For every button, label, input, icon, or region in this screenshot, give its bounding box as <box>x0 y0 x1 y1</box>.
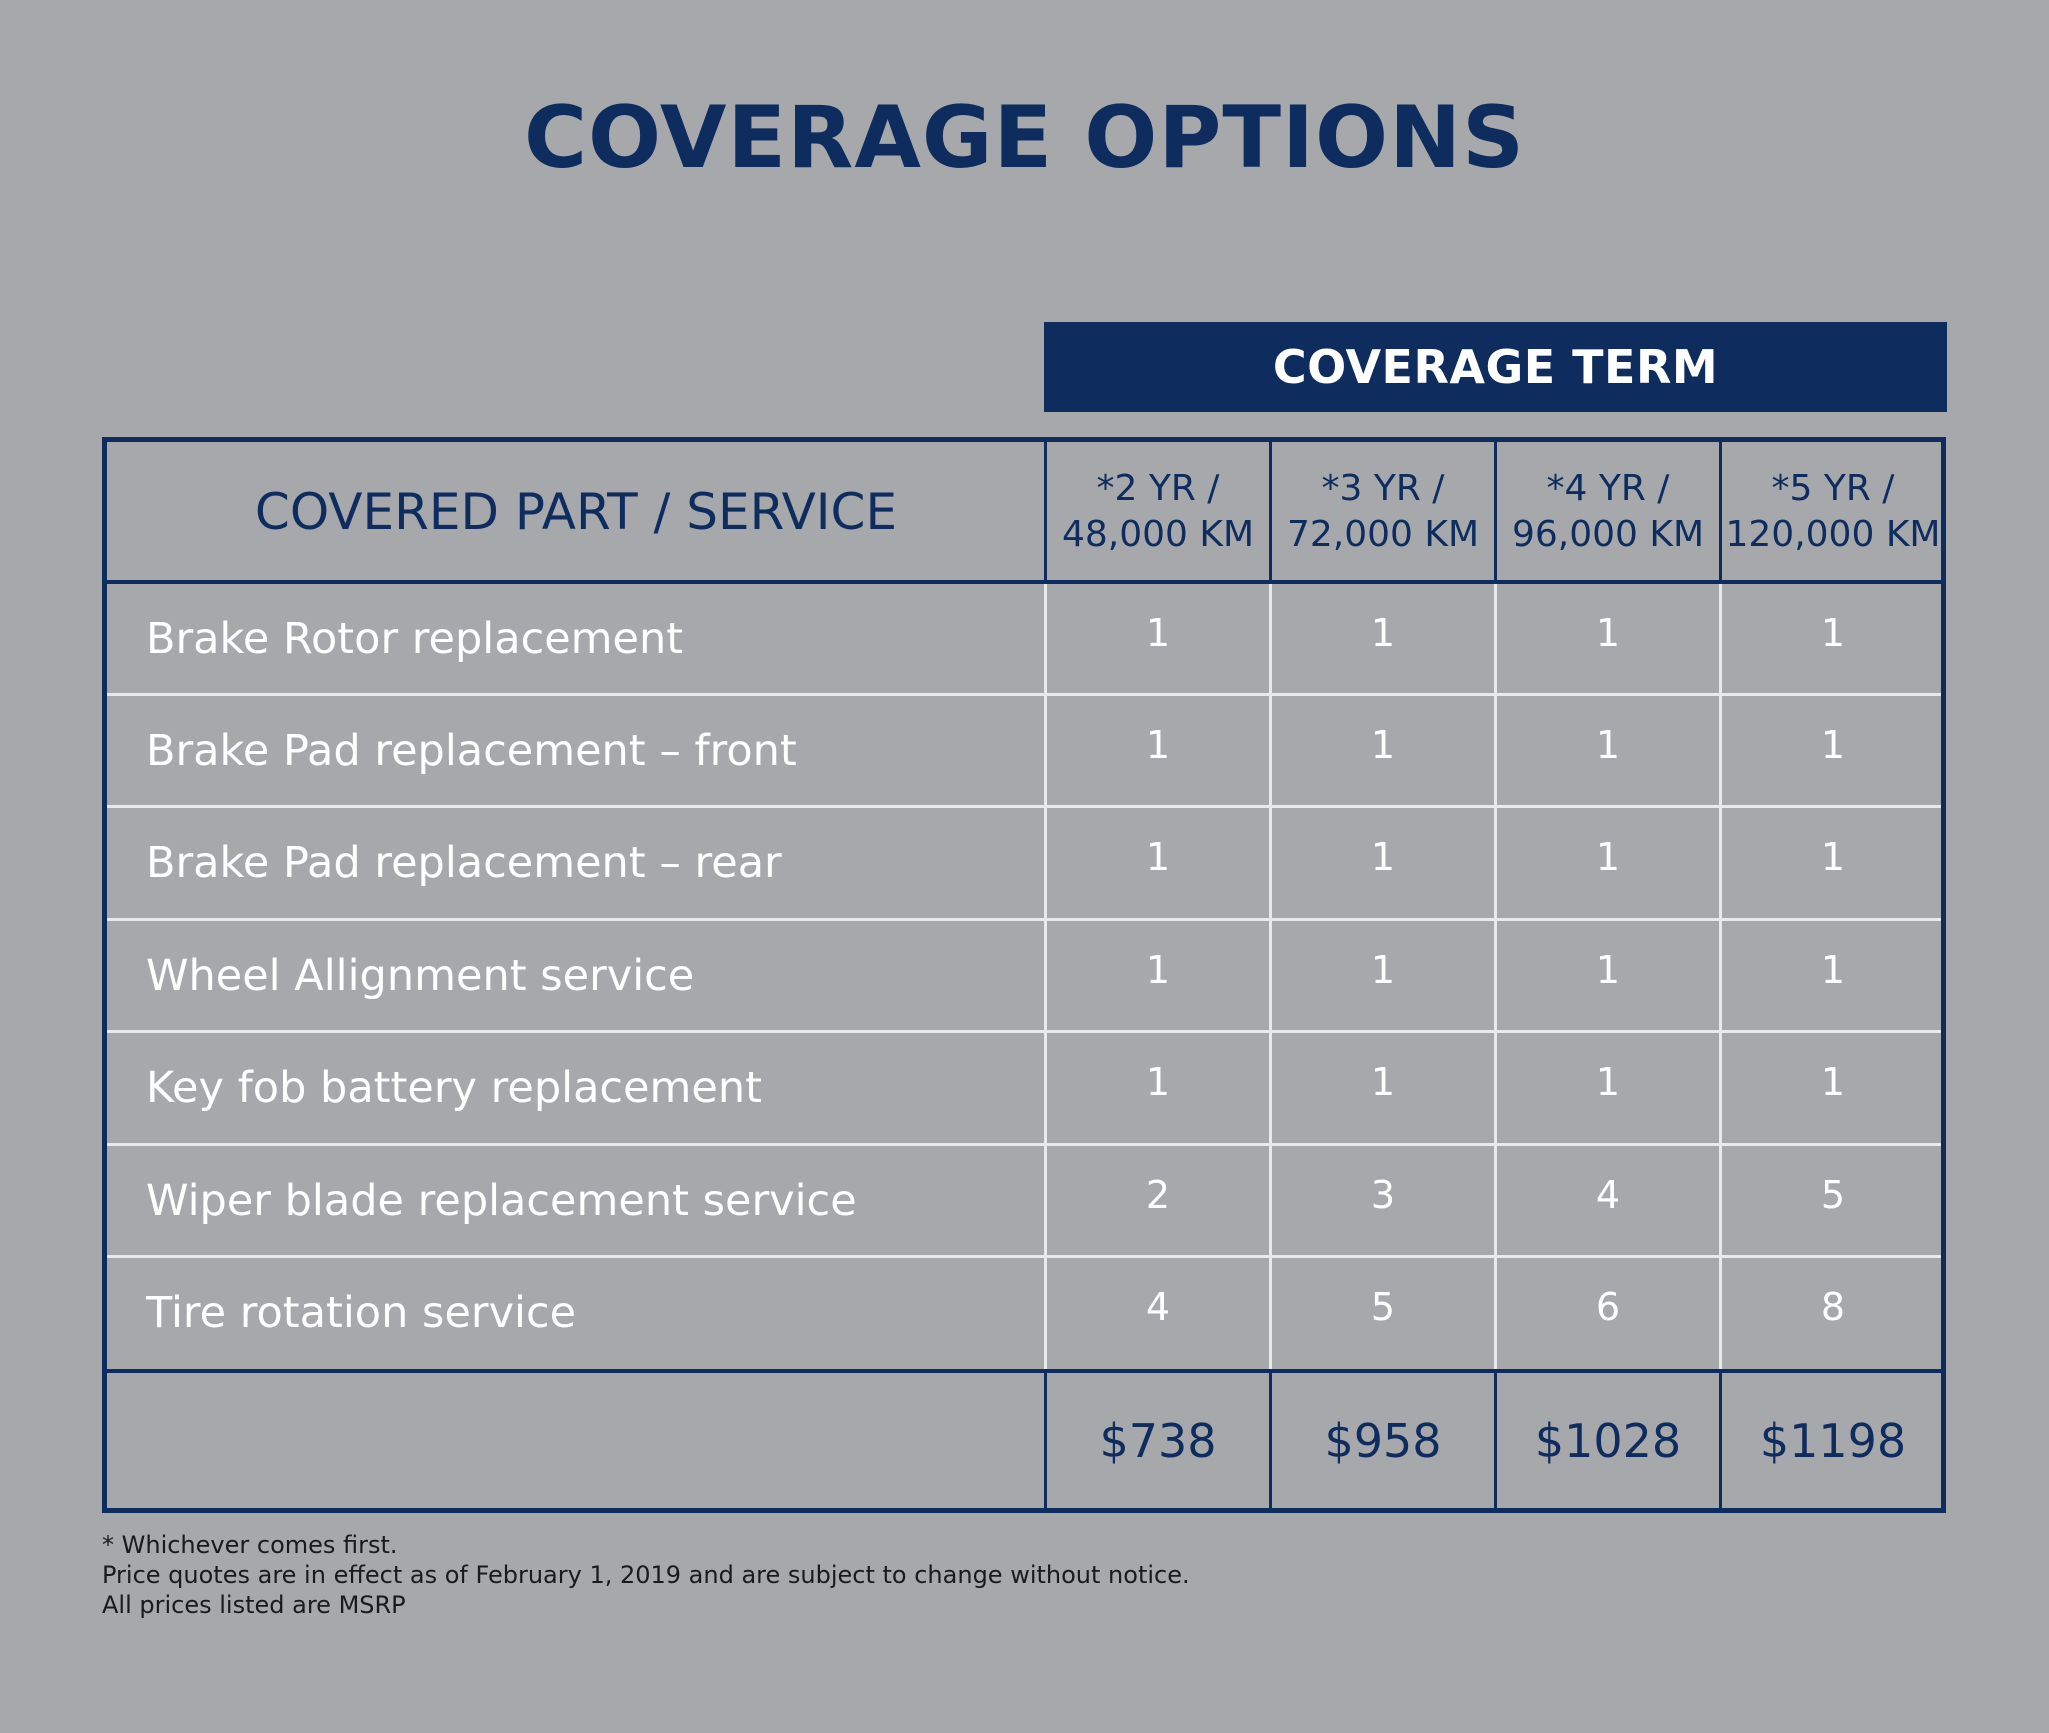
footnote-line: Price quotes are in effect as of February 1, 2019 and are subject to change without notice. <box>102 1561 1190 1589</box>
table-cell: 4 <box>1595 1173 1621 1217</box>
footnote-line: All prices listed are MSRP <box>102 1591 406 1619</box>
table-cell: 1 <box>1370 948 1396 992</box>
table-cell: 1 <box>1145 723 1171 767</box>
table-cell: 1 <box>1595 948 1621 992</box>
table-row-label: Brake Pad replacement – rear <box>146 838 782 888</box>
table-cell: 4 <box>1145 1285 1171 1329</box>
table-cell: 1 <box>1370 835 1396 879</box>
header-column-divider <box>1494 442 1497 580</box>
term-header-line1: *4 YR / <box>1546 468 1670 509</box>
total-divider <box>107 1369 1941 1373</box>
table-cell: 6 <box>1595 1285 1621 1329</box>
term-header-line1: *3 YR / <box>1321 468 1445 509</box>
table-row-label: Key fob battery replacement <box>146 1063 762 1113</box>
table-cell: 2 <box>1145 1173 1171 1217</box>
table-cell: 1 <box>1820 1060 1846 1104</box>
footnote-line: * Whichever comes first. <box>102 1531 398 1559</box>
term-header-line1: *2 YR / <box>1096 468 1220 509</box>
table-cell: 1 <box>1370 723 1396 767</box>
table-cell: 5 <box>1820 1173 1846 1217</box>
header-column-divider <box>1044 442 1047 580</box>
table-cell: 1 <box>1145 611 1171 655</box>
table-row-label: Tire rotation service <box>146 1288 577 1338</box>
table-cell: 1 <box>1595 835 1621 879</box>
table-row-label: Brake Rotor replacement <box>146 614 684 664</box>
footnotes <box>102 1530 1190 1620</box>
header-column-divider <box>1269 442 1272 580</box>
table-cell: 1 <box>1595 723 1621 767</box>
term-header-5yr <box>1722 442 1944 582</box>
table-cell: 1 <box>1370 1060 1396 1104</box>
price-3yr: $958 <box>1324 1414 1442 1468</box>
table-cell: 5 <box>1370 1285 1396 1329</box>
term-header-line2: 72,000 KM <box>1286 514 1480 555</box>
price-4yr: $1028 <box>1534 1414 1682 1468</box>
table-cell: 1 <box>1595 1060 1621 1104</box>
header-column-divider <box>1719 442 1722 580</box>
term-header-2yr <box>1047 442 1269 582</box>
table-cell: 1 <box>1820 948 1846 992</box>
table-cell: 1 <box>1145 1060 1171 1104</box>
term-header-3yr <box>1272 442 1494 582</box>
term-header-line2: 96,000 KM <box>1511 514 1705 555</box>
price-2yr: $738 <box>1099 1414 1217 1468</box>
table-cell: 8 <box>1820 1285 1846 1329</box>
table-row-label: Wheel Allignment service <box>146 951 695 1001</box>
table-cell: 1 <box>1820 611 1846 655</box>
table-row-label: Brake Pad replacement – front <box>146 726 797 776</box>
page-title: COVERAGE OPTIONS <box>523 88 1526 188</box>
term-header-4yr <box>1497 442 1719 582</box>
table-cell: 3 <box>1370 1173 1396 1217</box>
coverage-term-banner: COVERAGE TERM <box>1044 322 1947 412</box>
table-cell: 1 <box>1820 835 1846 879</box>
price-5yr: $1198 <box>1759 1414 1907 1468</box>
term-header-line1: *5 YR / <box>1771 468 1895 509</box>
table-cell: 1 <box>1595 611 1621 655</box>
table-cell: 1 <box>1145 948 1171 992</box>
table-cell: 1 <box>1145 835 1171 879</box>
table-cell: 1 <box>1820 723 1846 767</box>
term-header-line2: 48,000 KM <box>1061 514 1255 555</box>
table-row-label: Wiper blade replacement service <box>146 1176 857 1226</box>
term-header-line2: 120,000 KM <box>1725 514 1941 555</box>
covered-part-header: COVERED PART / SERVICE <box>254 483 898 541</box>
table-cell: 1 <box>1370 611 1396 655</box>
